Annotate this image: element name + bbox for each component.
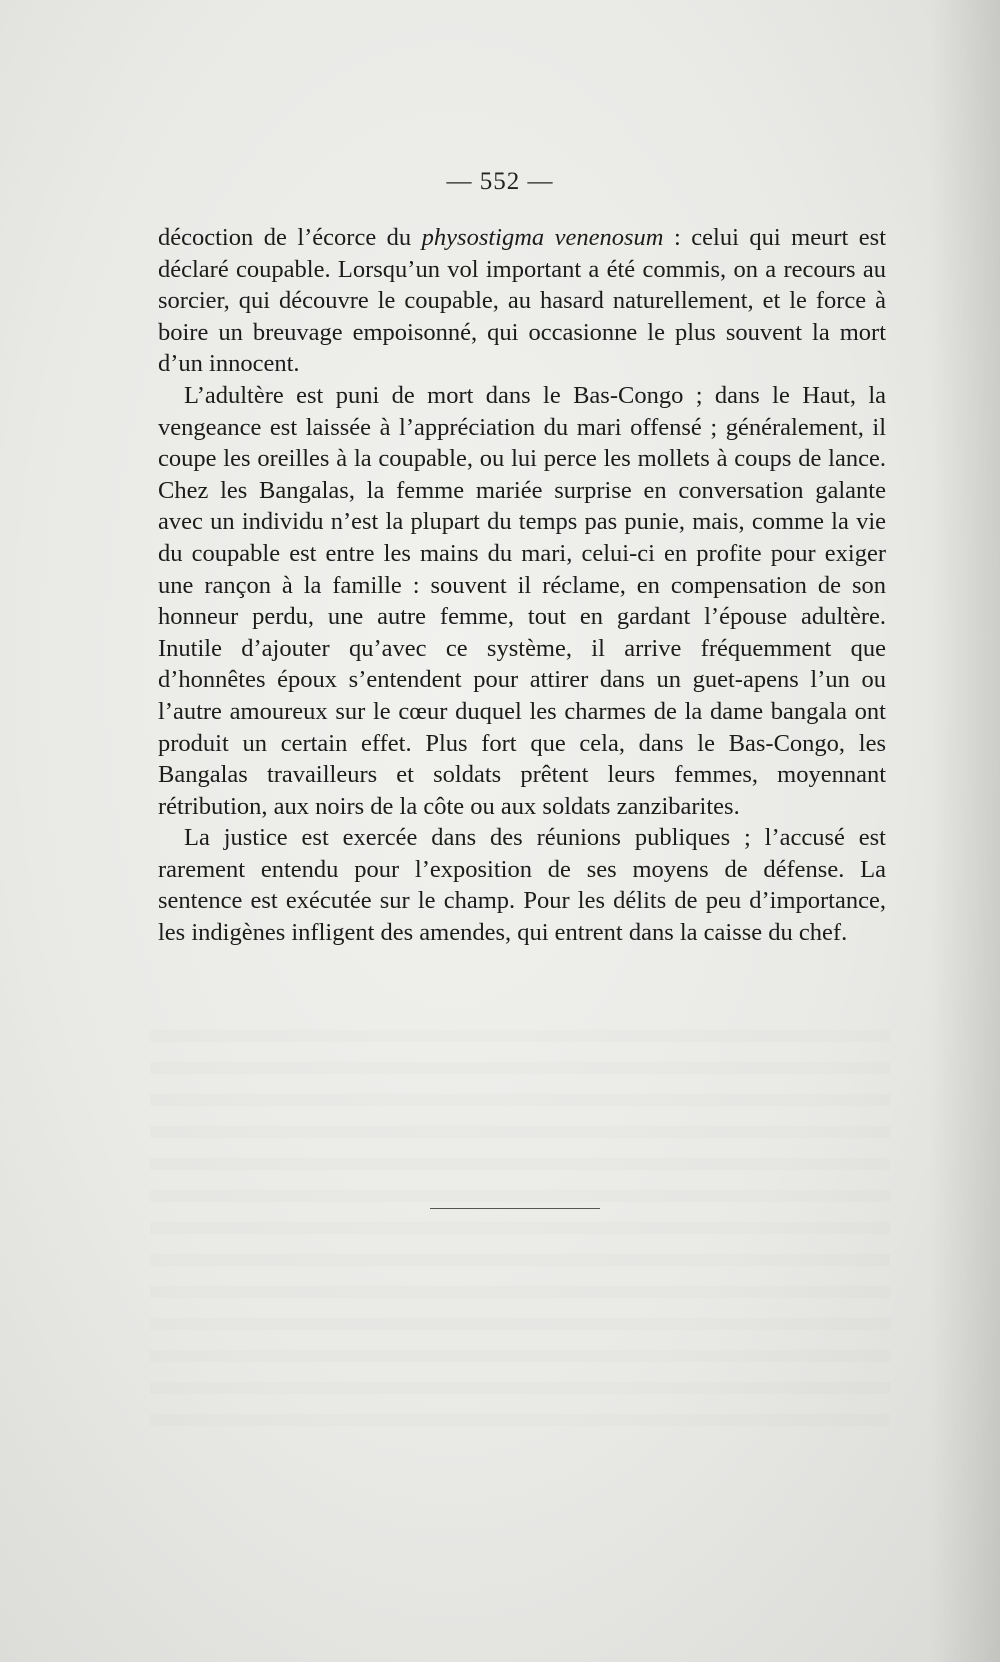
paragraph-1 [158, 222, 886, 380]
paragraph-2: L’adultère est puni de mort dans le Bas-Congo ; dans le Haut, la vengeance est laissée à l’appréciation du mari offensé ; généralement, il coupe les oreilles à la coupable, ou lui perce les mollets à coups de lance. Chez les Bangalas, la femme mariée surprise en conversation galante avec un individu n’est la plupart du temps pas punie, mais, comme la vie du coupable est entre les mains du mari, celui-ci en profite pour exiger une rançon à la famille : souvent il réclame, en compensation de son honneur perdu, une autre femme, tout en gardant l’épouse adultère. Inutile d’ajouter qu’avec ce système, il arrive fréquemment que d’honnêtes époux s’entendent pour attirer dans un guet-apens l’un ou l’autre amoureux sur le cœur duquel les charmes de la dame bangala ont produit un certain effet. Plus fort que cela, dans le Bas-Congo, les Bangalas travailleurs et soldats prêtent leurs femmes, moyennant rétribution, aux noirs de la côte ou aux soldats zanzibarites. [158, 381, 886, 820]
page-number: — 552 — [446, 168, 554, 195]
body-text [158, 222, 886, 949]
paragraph-1-rest: : celui qui meurt est déclaré coupable. Lorsqu’un vol important a été commis, on a recours au sorcier, qui découvre le coupable, au hasard naturellement, et le force à boire un breuvage empoisonné, qui occasionne le plus souvent la mort d’un innocent. [158, 224, 887, 378]
page-edge-shadow [930, 0, 1000, 1662]
show-through-texture [150, 1010, 890, 1430]
species-name-italic: physostigma venenosum [421, 224, 664, 251]
section-rule [430, 1208, 600, 1209]
paragraph-1-start: décoction de l’écorce du [158, 224, 422, 251]
paragraph-3: La justice est exercée dans des réunions publiques ; l’accusé est rarement entendu pour l’exposition de ses moyens de défense. La sentence est exécutée sur le champ. Pour les délits de peu d’importance, les indigènes infligent des amendes, qui entrent dans la caisse du chef. [158, 824, 886, 947]
